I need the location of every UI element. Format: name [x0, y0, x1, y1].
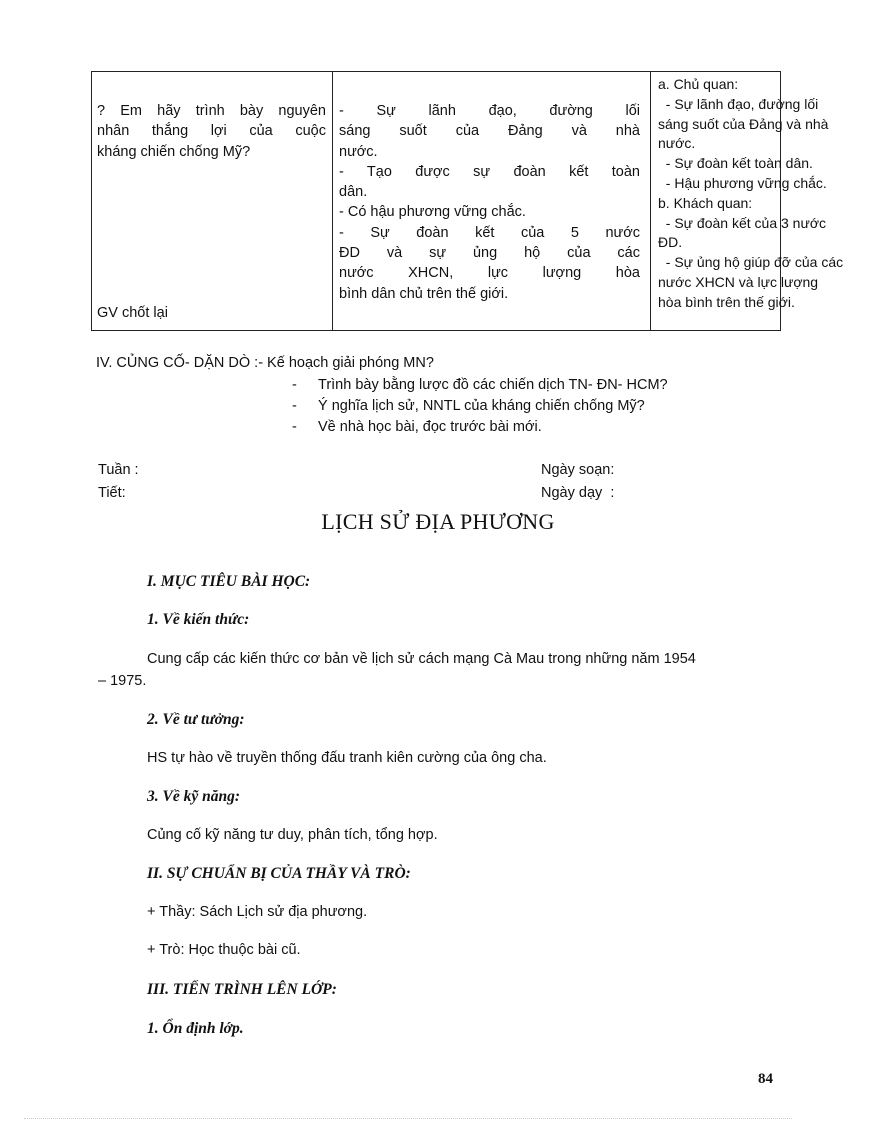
- content-text: [658, 75, 844, 313]
- question-line: kháng chiến chống Mỹ?: [97, 143, 251, 160]
- subsection-class-order: 1. Ổn định lớp.: [147, 1020, 244, 1037]
- page-number: 84: [758, 1071, 773, 1087]
- lesson-title: LỊCH SỬ ĐỊA PHƯƠNG: [321, 509, 555, 534]
- review-dash: -: [292, 377, 297, 393]
- answer-line: - Có hậu phương vững chắc.: [339, 204, 526, 221]
- content-line: a. Chủ quan:: [658, 76, 739, 92]
- teacher-note: GV chốt lại: [97, 305, 168, 321]
- question-line: nhân thắng lợi của cuộc: [97, 123, 326, 140]
- section-procedure: III. TIẾN TRÌNH LÊN LỚP:: [147, 981, 337, 998]
- content-line: hòa bình trên thế giới.: [658, 293, 795, 310]
- prep-date-label: Ngày soạn:: [541, 462, 615, 478]
- student-activity-cell: [333, 72, 651, 330]
- answer-line: nước XHCN, lực lượng hòa: [339, 265, 640, 282]
- knowledge-text: Cung cấp các kiến thức cơ bản về lịch sử cách mạng Cà Mau trong những năm 1954: [147, 651, 696, 667]
- section-preparation: II. SỰ CHUẨN BỊ CỦA THẦY VÀ TRÒ:: [147, 865, 411, 882]
- answer-line: - Tạo được sự đoàn kết toàn: [339, 163, 640, 180]
- content-line: - Sự đoàn kết của 3 nước: [658, 214, 827, 231]
- review-item: Về nhà học bài, đọc trước bài mới.: [318, 419, 542, 435]
- period-label: Tiết:: [98, 485, 126, 501]
- content-cell: [651, 72, 844, 330]
- content-line: - Sự ủng hộ giúp đỡ của các: [658, 254, 844, 271]
- lesson-table: [91, 71, 844, 331]
- review-item: Trình bày bằng lược đồ các chiến dịch TN- ĐN- HCM?: [318, 377, 668, 393]
- week-label: Tuần :: [98, 462, 139, 478]
- teacher-activity-cell: [92, 72, 333, 330]
- review-dash: -: [292, 398, 297, 414]
- preparation-student: + Trò: Học thuộc bài cũ.: [147, 942, 301, 958]
- answer-line: dân.: [339, 184, 368, 201]
- subsection-knowledge: 1. Về kiến thức:: [147, 611, 250, 628]
- question-text: [97, 101, 326, 162]
- answer-line: bình dân chủ trên thế giới.: [339, 285, 509, 302]
- student-answers: [339, 101, 640, 304]
- review-heading: IV. CỦNG CỐ- DẶN DÒ :- Kế hoạch giải phóng MN?: [96, 355, 434, 371]
- review-item: Ý nghĩa lịch sử, NNTL của kháng chiến chống Mỹ?: [318, 398, 645, 414]
- content-line: nước.: [658, 135, 696, 152]
- ideology-text: HS tự hào về truyền thống đấu tranh kiên cường của ông cha.: [147, 750, 547, 766]
- content-line: b. Khách quan:: [658, 194, 753, 211]
- content-line: ĐD.: [658, 234, 683, 251]
- preparation-teacher: + Thầy: Sách Lịch sử địa phương.: [147, 904, 368, 920]
- skills-text: Củng cố kỹ năng tư duy, phân tích, tổng hợp.: [147, 827, 438, 843]
- answer-line: - Sự đoàn kết của 5 nước: [339, 224, 640, 241]
- section-objectives: I. MỤC TIÊU BÀI HỌC:: [147, 573, 311, 590]
- content-line: - Sự đoàn kết toàn dân.: [658, 155, 813, 172]
- content-line: sáng suốt của Đảng và nhà: [658, 115, 829, 132]
- teach-date-label: Ngày dạy :: [541, 485, 615, 501]
- content-line: - Hậu phương vững chắc.: [658, 174, 827, 191]
- answer-line: nước.: [339, 143, 378, 160]
- subsection-skills: 3. Về kỹ năng:: [147, 788, 240, 805]
- content-line: - Sự lãnh đạo, đường lối: [658, 95, 819, 112]
- answer-line: - Sự lãnh đạo, đường lối: [339, 103, 640, 119]
- question-line: ? Em hãy trình bày nguyên: [97, 103, 326, 119]
- answer-line: sáng suốt của Đảng và nhà: [339, 123, 640, 140]
- review-dash: -: [292, 419, 297, 435]
- knowledge-text-cont: – 1975.: [98, 673, 147, 689]
- content-line: nước XHCN và lực lượng: [658, 273, 819, 290]
- answer-line: ĐD và sự ủng hộ của các: [339, 245, 640, 262]
- footer-divider: [24, 1118, 792, 1119]
- subsection-ideology: 2. Về tư tưởng:: [147, 711, 245, 728]
